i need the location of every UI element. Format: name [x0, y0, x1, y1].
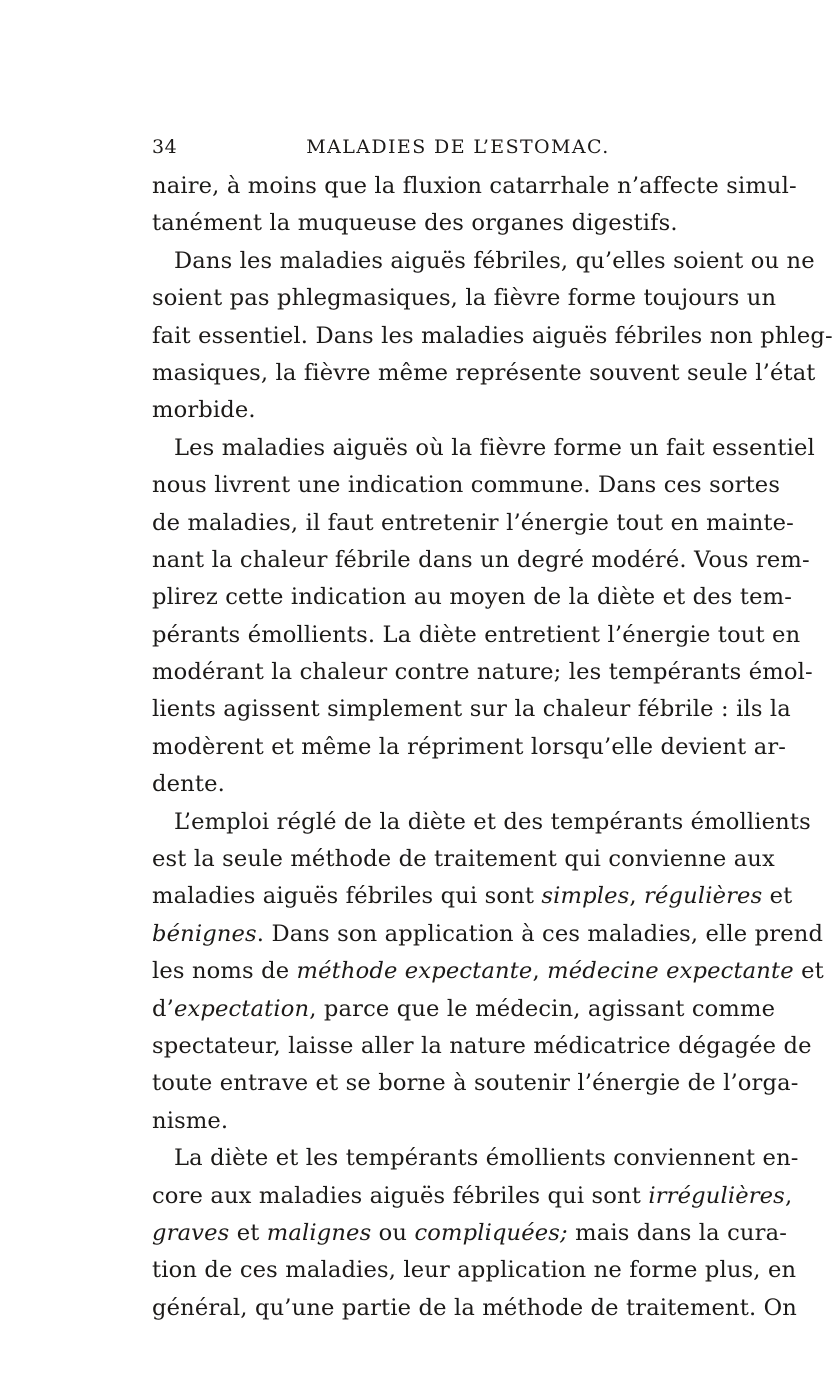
italic-text: simples: [541, 883, 630, 910]
italic-text: médecine expectante: [547, 958, 794, 985]
text-line: de maladies, il faut entretenir l’énergie tout en mainte-: [152, 509, 794, 536]
italic-text: bénignes: [152, 920, 257, 947]
italic-text: malignes: [266, 1219, 372, 1246]
text-line: plirez cette indication au moyen de la diète et des tem-: [152, 584, 792, 611]
italic-text: compliquées;: [414, 1219, 568, 1246]
text-segment: mais dans la cura-: [567, 1219, 787, 1246]
text-line: masiques, la fièvre même représente souvent seule l’état: [152, 359, 816, 386]
text-line: [152, 991, 776, 1028]
text-segment: maladies aiguës fébriles qui sont: [152, 883, 542, 910]
text-line: nisme.: [152, 1107, 229, 1134]
text-line: pérants émollients. La diète entretient l’énergie tout en: [152, 621, 801, 648]
text-line: soient pas phlegmasiques, la fièvre forme toujours un: [152, 285, 777, 312]
text-line: Les maladies aiguës où la fièvre forme un fait essentiel: [174, 434, 815, 461]
text-segment: et: [229, 1219, 267, 1246]
running-head: [152, 136, 764, 166]
text-line: [152, 1178, 793, 1215]
text-line: [152, 878, 793, 915]
text-line: modèrent et même la répriment lorsqu’elle devient ar-: [152, 733, 787, 760]
text-segment: core aux maladies aiguës fébriles qui sont: [152, 1182, 649, 1209]
text-line: fait essentiel. Dans les maladies aiguës fébriles non phleg-: [152, 322, 833, 349]
text-line: La diète et les tempérants émollients conviennent en-: [174, 1145, 799, 1172]
text-segment: et: [762, 883, 793, 910]
text-segment: ,: [629, 883, 645, 910]
text-line: nant la chaleur fébrile dans un degré modéré. Vous rem-: [152, 546, 810, 573]
italic-text: régulières: [644, 883, 763, 910]
text-line: général, qu’une partie de la méthode de traitement. On: [152, 1294, 798, 1321]
text-line: dente.: [152, 771, 225, 798]
text-line: modérant la chaleur contre nature; les tempérants émol-: [152, 659, 813, 686]
text-line: Dans les maladies aiguës fébriles, qu’elles soient ou ne: [174, 247, 815, 274]
italic-text: graves: [152, 1219, 230, 1246]
text-line: [152, 916, 824, 953]
body-text: [152, 168, 833, 1327]
text-line: toute entrave et se borne à soutenir l’énergie de l’orga-: [152, 1070, 799, 1097]
text-segment: les noms de: [152, 958, 297, 985]
italic-text: expectation: [173, 995, 310, 1022]
running-title: MALADIES DE L’ESTOMAC.: [306, 136, 610, 158]
text-line: naire, à moins que la fluxion catarrhale n’affecte simul-: [152, 173, 797, 199]
page-number: 34: [152, 136, 178, 158]
text-segment: . Dans son application à ces maladies, elle prend: [256, 920, 824, 947]
text-line: morbide.: [152, 397, 256, 424]
text-segment: ,: [784, 1182, 793, 1209]
italic-text: irrégulières: [648, 1182, 785, 1209]
text-segment: et: [793, 958, 824, 985]
text-line: lients agissent simplement sur la chaleur fébrile : ils la: [152, 696, 791, 723]
text-line: est la seule méthode de traitement qui convienne aux: [152, 846, 775, 873]
text-line: [152, 1215, 787, 1252]
text-line: L’emploi réglé de la diète et des tempérants émollients: [174, 808, 811, 835]
text-line: tanément la muqueuse des organes digestifs.: [152, 210, 678, 237]
text-segment: ,: [532, 958, 548, 985]
text-segment: d’: [152, 995, 174, 1022]
text-line: tion de ces maladies, leur application ne forme plus, en: [152, 1257, 797, 1284]
text-line: nous livrent une indication commune. Dans ces sortes: [152, 472, 781, 499]
text-segment: ou: [371, 1219, 415, 1246]
text-line: spectateur, laisse aller la nature médicatrice dégagée de: [152, 1032, 812, 1059]
text-segment: , parce que le médecin, agissant comme: [309, 995, 776, 1022]
italic-text: méthode expectante: [296, 958, 533, 985]
text-line: [152, 953, 824, 990]
